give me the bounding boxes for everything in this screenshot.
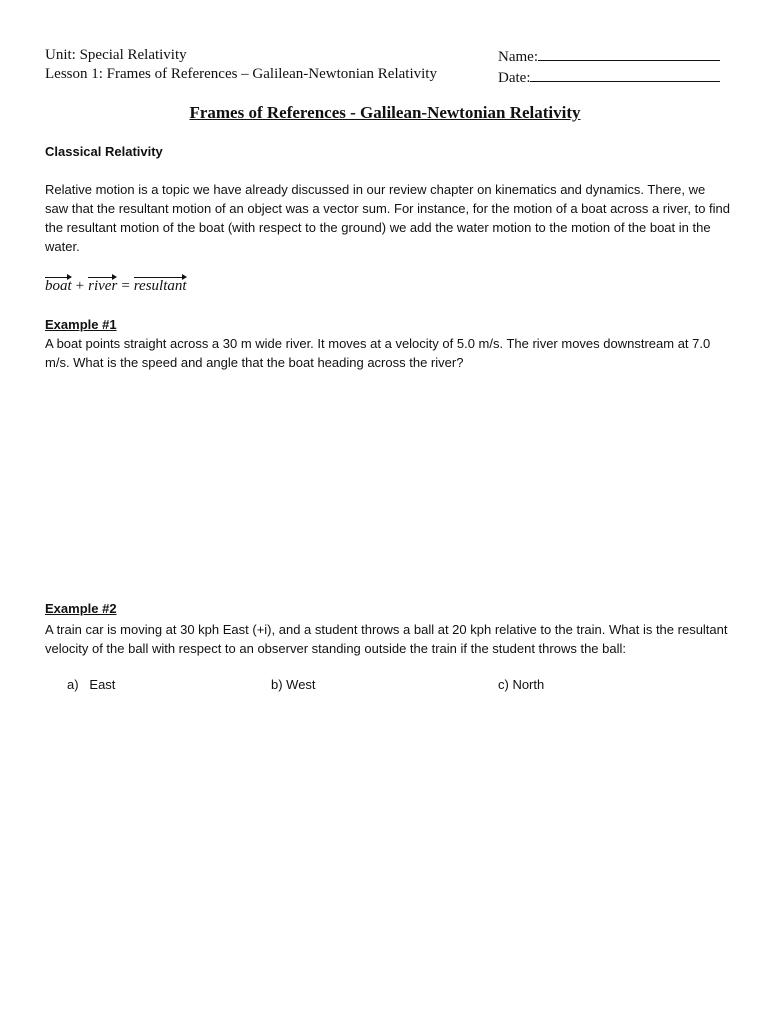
date-blank-line[interactable] — [530, 67, 720, 82]
page-title: Frames of References - Galilean-Newtonian Relativity — [189, 103, 581, 122]
option-b: b) West — [271, 677, 316, 692]
worksheet-header-left — [45, 46, 437, 84]
example1-heading: Example #1 — [45, 317, 117, 332]
vector-river: river — [88, 278, 118, 294]
option-a: a) East — [67, 677, 116, 692]
vector-boat: boat — [45, 278, 72, 294]
lesson-label: Lesson 1: Frames of References – Galilean-Newtonian Relativity — [45, 66, 437, 82]
plus-sign: + — [75, 278, 85, 294]
equals-sign: = — [121, 278, 130, 294]
date-field[interactable] — [498, 67, 720, 88]
worksheet-header-right — [498, 46, 720, 88]
vector-equation — [45, 278, 187, 295]
date-label: Date: — [498, 70, 531, 86]
section-heading: Classical Relativity — [45, 144, 163, 159]
name-blank-line[interactable] — [538, 46, 720, 61]
name-field[interactable] — [498, 46, 720, 67]
example2-text: A train car is moving at 30 kph East (+i), and a student throws a ball at 20 kph relative to the train. What is the resultant velocity of the ball with respect to an observer standing outside the train if the student throws the ball: — [45, 622, 728, 656]
name-label: Name: — [498, 49, 538, 65]
vector-resultant: resultant — [133, 278, 187, 294]
example2-heading: Example #2 — [45, 601, 117, 616]
intro-paragraph: Relative motion is a topic we have already discussed in our review chapter on kinematics and dynamics. There, we saw that the resultant motion of an object was a vector sum. For instance, for the motion of a boat across a river, to find the resultant motion of the boat (with respect to the ground) we add the water motion to the motion of the boat in the water. — [45, 182, 731, 254]
unit-label: Unit: Special Relativity — [45, 47, 187, 63]
option-c: c) North — [498, 677, 545, 692]
example1-text: A boat points straight across a 30 m wide river. It moves at a velocity of 5.0 m/s. The river moves downstream at 7.0 m/s. What is the speed and angle that the boat heading across the river? — [45, 336, 711, 370]
